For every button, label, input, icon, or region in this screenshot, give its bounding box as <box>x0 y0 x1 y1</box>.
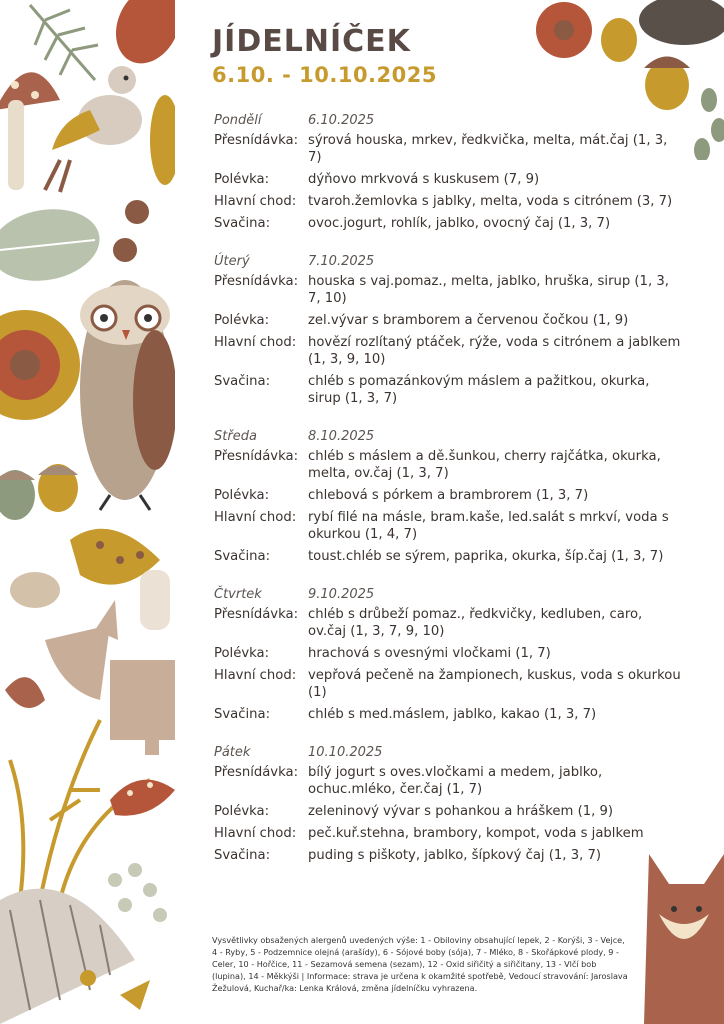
day-section <box>214 249 684 407</box>
small-mushroom-icon <box>113 200 149 262</box>
meal-text: rybí filé na másle, bram.kaše, led.salát s mrkví, voda s okurkou (1, 4, 7) <box>308 510 669 542</box>
day-section <box>214 740 684 864</box>
meal-label: Polévka: <box>214 172 270 187</box>
meal-text: zel.vývar s bramborem a červenou čočkou (1, 9) <box>308 313 629 328</box>
meal-row <box>214 548 684 565</box>
meal-label: Svačina: <box>214 374 271 389</box>
mushroom-icon <box>0 72 60 190</box>
meal-row <box>214 334 684 368</box>
meal-row <box>214 509 684 543</box>
meal-row <box>214 171 684 188</box>
meal-text: ovoc.jogurt, rohlík, jablko, ovocný čaj (1, 3, 7) <box>308 216 611 231</box>
meal-row <box>214 803 684 820</box>
meal-row <box>214 706 684 723</box>
meal-row <box>214 193 684 210</box>
meal-label: Přesnídávka: <box>214 607 299 622</box>
acorn-icon <box>0 464 78 520</box>
meal-text: vepřová pečeně na žampionech, kuskus, voda s okurkou (1) <box>308 668 681 700</box>
meal-text: toust.chléb se sýrem, paprika, okurka, šíp.čaj (1, 3, 7) <box>308 549 664 564</box>
spotted-mushroom-icon <box>70 529 170 630</box>
small-flower-icon <box>5 677 45 708</box>
flower-icon <box>0 310 80 420</box>
meal-text: chléb s med.máslem, jablko, kakao (1, 3, 7) <box>308 707 597 722</box>
day-date: 6.10.2025 <box>308 113 375 128</box>
striped-leaf-icon <box>150 95 175 185</box>
meal-row <box>214 373 684 407</box>
day-section <box>214 582 684 723</box>
fern-icon <box>30 5 98 80</box>
day-date: 8.10.2025 <box>308 429 375 444</box>
meal-text: chléb s pomazánkovým máslem a pažitkou, okurka, sirup (1, 3, 7) <box>308 374 650 406</box>
day-name: Středa <box>214 429 257 444</box>
meal-row <box>214 273 684 307</box>
red-mushroom-icon <box>110 780 175 816</box>
meal-label: Polévka: <box>214 804 270 819</box>
day-name: Úterý <box>214 254 250 269</box>
day-name: Čtvrtek <box>214 587 262 602</box>
meal-label: Hlavní chod: <box>214 826 297 841</box>
berries-icon <box>108 863 167 922</box>
day-date: 9.10.2025 <box>308 587 375 602</box>
day-section <box>214 108 684 232</box>
meal-row <box>214 215 684 232</box>
meal-label: Polévka: <box>214 313 270 328</box>
meal-label: Polévka: <box>214 488 270 503</box>
meal-row <box>214 847 684 864</box>
meal-label: Svačina: <box>214 848 271 863</box>
meal-text: chlebová s pórkem a brambrorem (1, 3, 7) <box>308 488 589 503</box>
meal-text: chléb s máslem a dě.šunkou, cherry rajčátka, okurka, melta, ov.čaj (1, 3, 7) <box>308 449 661 481</box>
oak-leaf-icon <box>639 0 724 45</box>
meal-row <box>214 312 684 329</box>
day-date: 10.10.2025 <box>308 745 383 760</box>
meal-row <box>214 448 684 482</box>
meal-label: Hlavní chod: <box>214 335 297 350</box>
meal-label: Hlavní chod: <box>214 510 297 525</box>
meal-row <box>214 606 684 640</box>
meal-label: Svačina: <box>214 216 271 231</box>
meal-label: Přesnídávka: <box>214 133 299 148</box>
meal-text: puding s piškoty, jablko, šípkový čaj (1, 3, 7) <box>308 848 602 863</box>
meal-row <box>214 487 684 504</box>
meal-text: zeleninový vývar s pohankou a hráškem (1, 9) <box>308 804 614 819</box>
date-range: 6.10. - 10.10.2025 <box>212 63 437 87</box>
meal-text: chléb s drůbeží pomaz., ředkvičky, kedluben, caro, ov.čaj (1, 3, 7, 9, 10) <box>308 607 643 639</box>
bird-icon <box>45 66 142 192</box>
meal-label: Svačina: <box>214 549 271 564</box>
meal-row <box>214 825 684 842</box>
meal-label: Přesnídávka: <box>214 765 299 780</box>
meal-text: houska s vaj.pomaz., melta, jablko, hruška, sirup (1, 3, 7, 10) <box>308 274 669 306</box>
meal-row <box>214 645 684 662</box>
allergen-legend: Vysvětlivky obsažených alergenů uvedených výše: 1 - Obiloviny obsahující lepek, 2 - Korýši, 3 - Vejce, 4 - Ryby, 5 - Podzemnice olejná (arašídy), 6 - Sójové boby (sója), 7 - Mléko, 8 - Skořápkové plody, 9 - Celer, 10 - Hořčice, 11 - Sezamová semena (sezam), 12 - Oxid siřičitý a siřičitany, 13 - Vlčí bob (lupina), 14 - Měkkýši | Informace: strava je určena k okamžité spotřebě, Vedoucí stravování: Jaroslava Žežulová, Kuchař/ka: Lenka Králová, změna jídelníčku vyhrazena. <box>212 935 628 993</box>
sage-branch-icon <box>694 88 724 160</box>
meal-text: hrachová s ovesnými vločkami (1, 7) <box>308 646 551 661</box>
meal-text: sýrová houska, mrkev, ředkvička, melta, mát.čaj (1, 3, 7) <box>308 133 668 165</box>
meal-label: Polévka: <box>214 646 270 661</box>
meal-label: Přesnídávka: <box>214 274 299 289</box>
meal-text: hovězí rozlítaný ptáček, rýže, voda s citrónem a jablkem (1, 3, 9, 10) <box>308 335 681 367</box>
page-title: JÍDELNÍČEK <box>212 24 411 59</box>
autumn-illustration-left <box>0 0 175 1024</box>
meal-text: peč.kuř.stehna, brambory, kompot, voda s jablkem <box>308 826 644 841</box>
owl-icon <box>80 280 175 510</box>
meal-text: dýňovo mrkvová s kuskusem (7, 9) <box>308 172 540 187</box>
leaf-icon <box>104 0 175 74</box>
day-name: Pátek <box>214 745 251 760</box>
meal-row <box>214 667 684 701</box>
meal-row <box>214 764 684 798</box>
meal-label: Svačina: <box>214 707 271 722</box>
star-flower-icon <box>536 2 592 58</box>
day-date: 7.10.2025 <box>308 254 375 269</box>
day-section <box>214 424 684 565</box>
small-acorn-icon <box>10 572 60 608</box>
day-name: Pondělí <box>214 113 262 128</box>
weekly-menu <box>214 108 684 881</box>
meal-label: Přesnídávka: <box>214 449 299 464</box>
meal-label: Hlavní chod: <box>214 194 297 209</box>
meal-label: Hlavní chod: <box>214 668 297 683</box>
meal-text: bílý jogurt s oves.vločkami a medem, jablko, ochuc.mléko, čer.čaj (1, 7) <box>308 765 603 797</box>
meal-text: tvaroh.žemlovka s jablky, melta, voda s citrónem (3, 7) <box>308 194 673 209</box>
meal-row <box>214 132 684 166</box>
